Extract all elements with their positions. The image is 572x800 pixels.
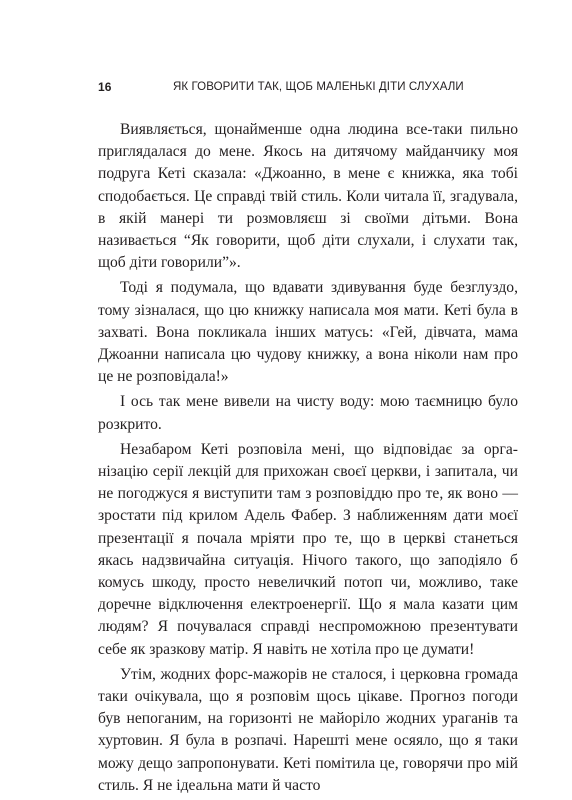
page-number: 16 [98,80,112,94]
paragraph-2: Тоді я подумала, що вдавати здивування буде безглуздо, тому зізналася, що цю книжку написала моя мати. Кеті була в захваті. Вона покликала інших матусь: «Гей, дівчата, мама Джоанни написала цю чудову книжку, а вона ніколи нам про це не розповідала!» [98,279,518,386]
paragraph-5: Утім, жодних форс-мажорів не сталося, і церковна громада таки очікувала, що я розповім щось цікаве. Прогноз погоди був непоганим, на горизонті не майоріло жодних ураганів та хуртовин. Я була в розпачі. Нарешті мене осяяло, що я таки можу дещо запропонувати. Кеті помітила це, говорячи про мій стиль. Я не ідеальна мати й часто [98,665,518,794]
paragraph-1: Виявляється, щонайменше одна людина все-таки пильно приглядалася до мене. Якось на дитячому майданчику моя подруга Кеті сказала: «Джоанно, в мене є книжка, яка тобі сподобається. Це справді твій стиль. Коли читала її, згадувала, в якій манері ти розмовляєш зі своїми дітьми. Вона називається “Як говорити, щоб діти слухали, і слухати так, щоб діти говорили”». [98,121,518,272]
body-text [98,119,518,800]
running-title: ЯК ГОВОРИТИ ТАК, ЩОБ МАЛЕНЬКІ ДІТИ СЛУХАЛИ [173,81,464,93]
paragraph-3: І ось так мене вивели на чисту воду: мою таємницю було розкрито. [98,393,518,433]
paragraph-4: Незабаром Кеті розповіла мені, що відповідає за організацію серії лекцій для прихожан своєї церкви, і запитала, чи не погоджуся я виступити там з розповіддю про те, як воно — зростати під крилом Адель Фабер. З наближенням дати моєї презентації я почала мріяти про те, що в церкві станеться якась надзвичайна ситуація. Нічого такого, що заподіяло б комусь шкоду, просто невеличкий потоп чи, можливо, таке доречне відключення електроенергії. Що я мала казати цим людям? Я почувалася справді неспроможною презентувати себе як зразкову матір. Я навіть не хотіла про це думати! [98,440,518,658]
running-head [98,79,518,95]
